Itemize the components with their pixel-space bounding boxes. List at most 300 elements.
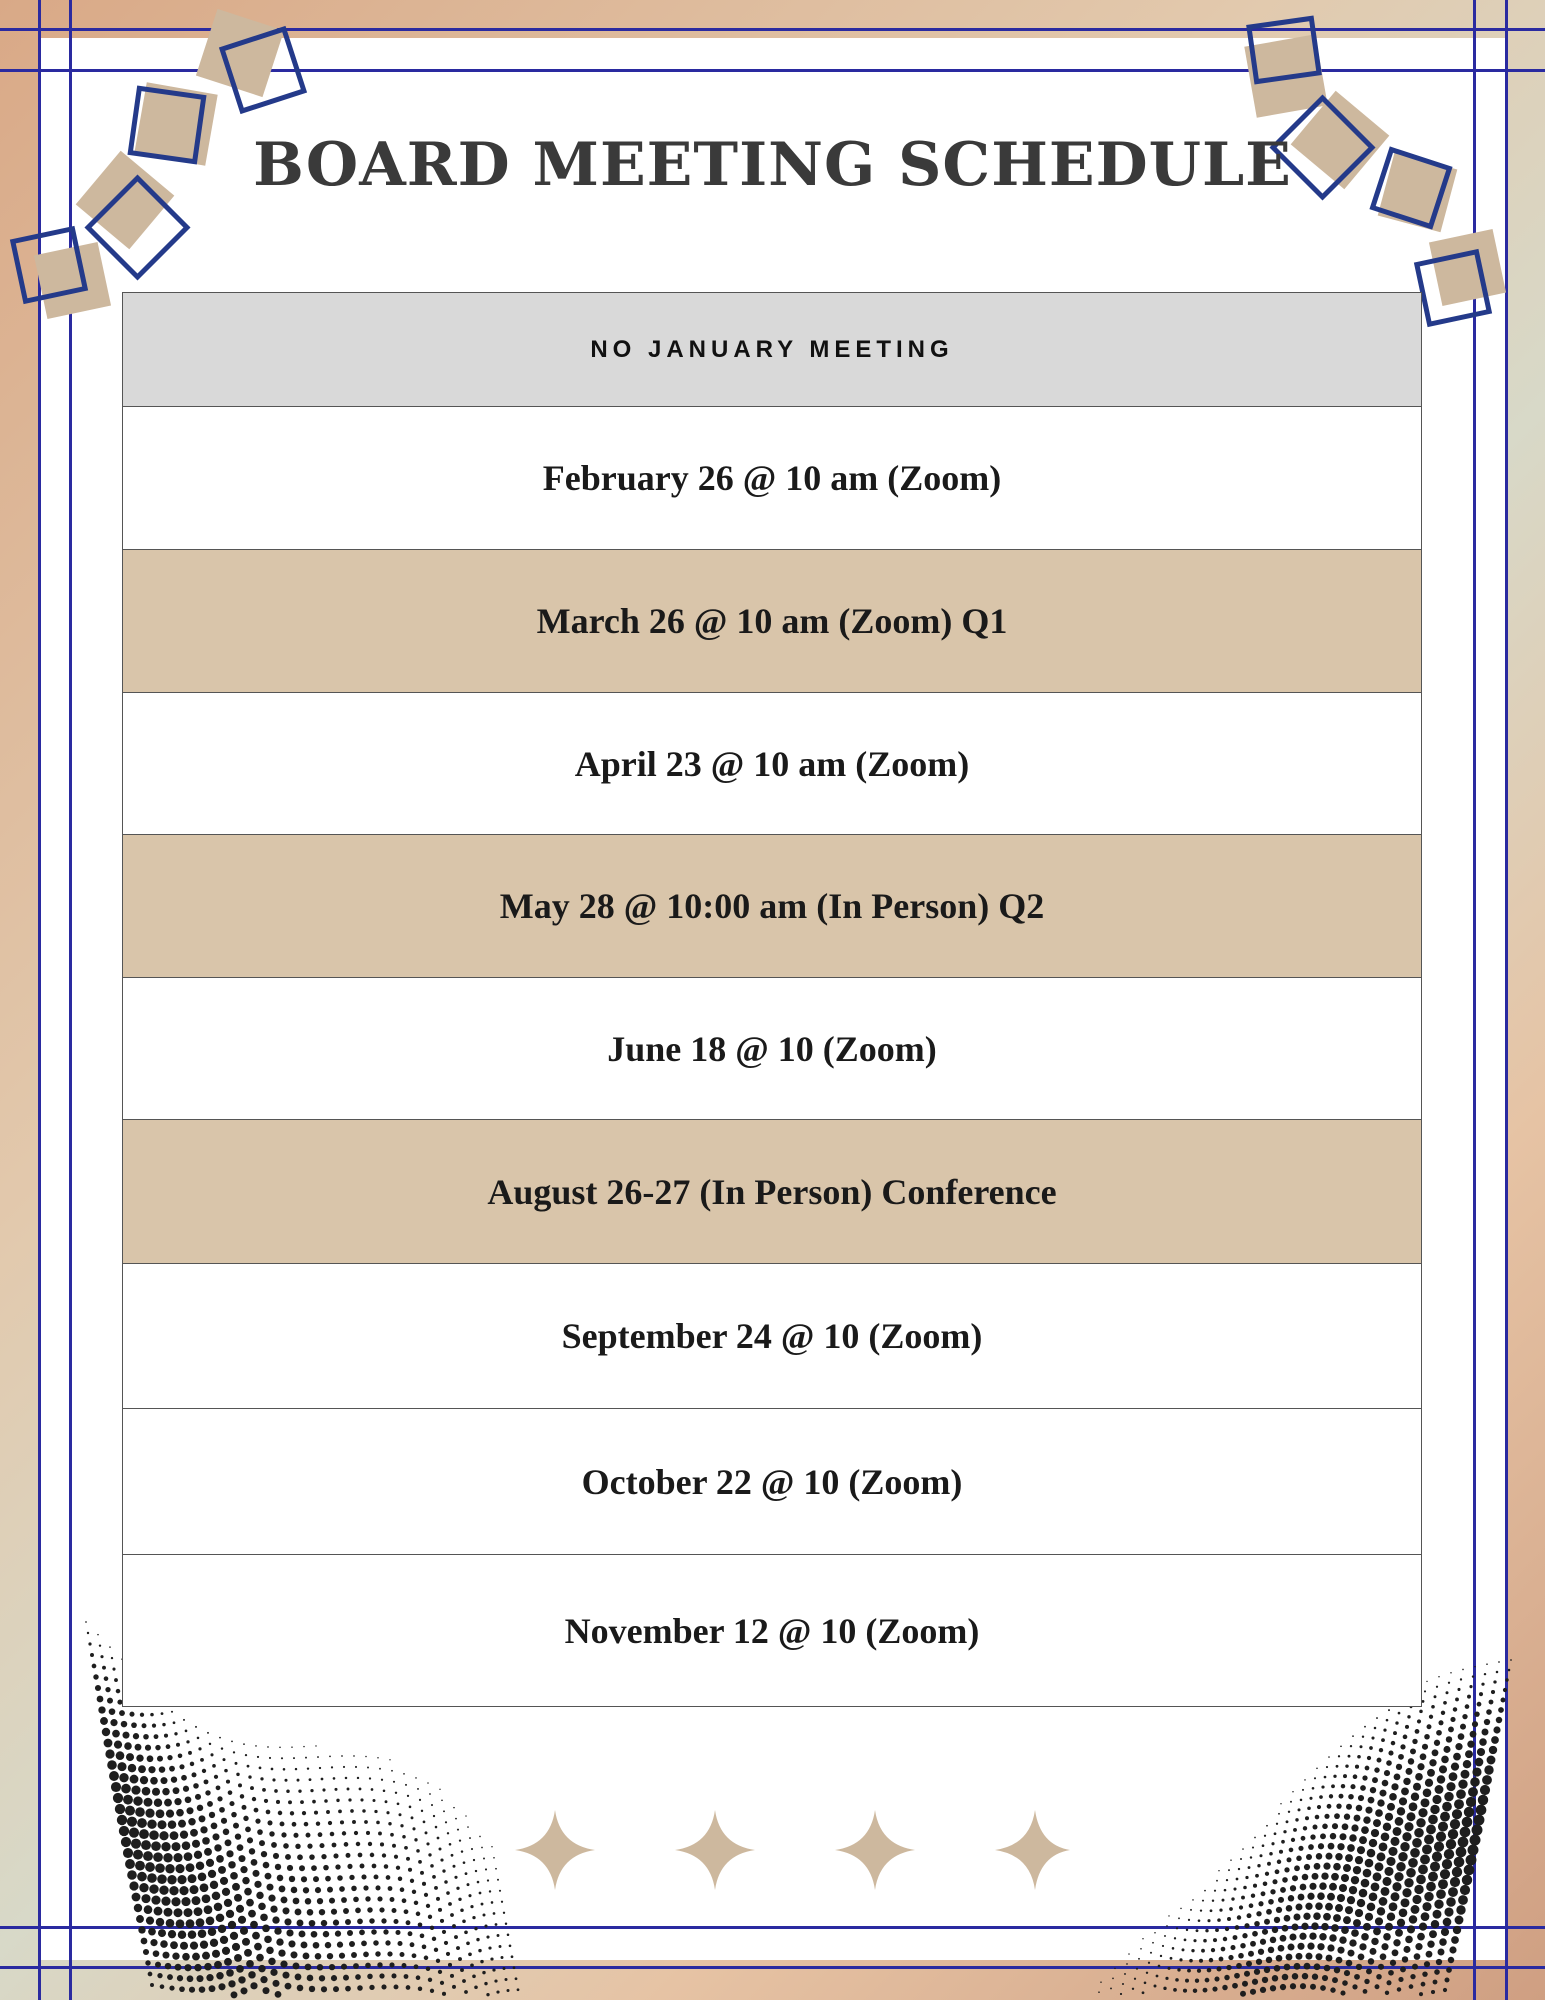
halftone-dot [1375,1917,1383,1925]
halftone-dot [1456,1905,1465,1914]
halftone-dot [1248,1866,1251,1869]
halftone-dot [290,1811,294,1815]
halftone-dot [1250,1989,1256,1995]
halftone-dot [1390,1837,1399,1846]
halftone-dot [1417,1719,1421,1723]
table-row [123,1263,1421,1408]
halftone-dot [274,1789,278,1793]
halftone-dot [420,1933,425,1938]
halftone-dot [161,1897,170,1906]
halftone-dot [1443,1701,1447,1705]
halftone-dot [1467,1695,1471,1699]
halftone-dot [1154,1932,1156,1934]
halftone-dot [119,1773,128,1782]
halftone-dot [1322,1975,1328,1981]
halftone-dot [416,1975,421,1980]
halftone-dot [1291,1924,1298,1931]
halftone-dot [1450,1877,1460,1887]
halftone-dot [1232,1983,1238,1989]
halftone-dot [1410,1748,1416,1754]
halftone-dot [313,1942,320,1949]
halftone-dot [1386,1980,1391,1985]
halftone-dot [90,1653,94,1657]
halftone-dot [202,1769,206,1773]
halftone-dot [236,1905,244,1913]
halftone-dot [236,1773,239,1776]
halftone-dot [1443,1746,1450,1753]
halftone-dot [300,1800,304,1804]
halftone-dot [1324,1965,1331,1972]
halftone-dot [1396,1764,1402,1770]
sparkle-stars-row [510,1805,1070,1895]
halftone-dot [219,1737,221,1739]
halftone-dot [272,1778,275,1781]
halftone-dot [456,1946,460,1950]
halftone-dot [92,1664,97,1669]
halftone-dot [1434,1842,1444,1852]
halftone-dot [288,1800,292,1804]
halftone-dot [1384,1867,1393,1876]
halftone-dot [1296,1856,1302,1862]
halftone-dot [1453,1707,1458,1712]
halftone-dot [199,1815,206,1822]
halftone-dot [189,1885,198,1894]
halftone-dot [1148,1962,1150,1964]
halftone-dot [1468,1845,1479,1856]
halftone-dot [110,1719,117,1726]
halftone-dot [353,1755,355,1757]
halftone-dot [214,1775,218,1779]
halftone-dot [1468,1787,1478,1797]
halftone-dot [398,1813,401,1816]
halftone-dot [423,1821,426,1824]
halftone-dot [1486,1709,1492,1715]
halftone-dot [470,1905,473,1908]
halftone-dot [1288,1944,1295,1951]
halftone-dot [1356,1805,1363,1812]
halftone-dot [226,1969,234,1977]
halftone-dot [155,1745,160,1750]
halftone-dot [144,1798,153,1807]
halftone-dot [186,1740,189,1743]
halftone-dot [145,1745,151,1751]
halftone-dot [448,1963,452,1967]
halftone-dot [1302,1874,1309,1881]
halftone-dot [154,1734,159,1739]
halftone-dot [152,1788,160,1796]
halftone-dot [1399,1797,1407,1805]
halftone-dot [1373,1819,1381,1827]
halftone-dot [363,1885,368,1890]
halftone-dot [1398,1754,1404,1760]
halftone-dot [169,1766,175,1772]
halftone-dot [1409,1984,1414,1989]
halftone-dot [1379,1842,1388,1851]
halftone-dot [307,1975,314,1982]
halftone-dot [1474,1815,1485,1826]
halftone-dot [1414,1885,1423,1894]
halftone-dot [1271,1842,1274,1845]
halftone-dot [1128,1953,1130,1955]
halftone-dot [1378,1964,1384,1970]
halftone-dot [267,1746,269,1748]
halftone-dot [1189,1959,1193,1963]
halftone-dot [1290,1801,1292,1803]
halftone-dot [1409,1915,1417,1923]
halftone-dot [1100,1981,1102,1983]
halftone-dot [187,1975,194,1982]
halftone-dot [415,1777,417,1779]
halftone-dot [131,1722,137,1728]
halftone-dot [425,1831,428,1834]
halftone-dot [155,1962,161,1968]
halftone-dot [1185,1979,1189,1983]
halftone-dot [170,1831,179,1840]
halftone-dot [474,1985,478,1989]
halftone-dot [167,1875,176,1884]
halftone-dot [198,1872,207,1881]
halftone-dot [447,1832,449,1834]
halftone-dot [454,1876,457,1879]
halftone-dot [1268,1899,1274,1905]
halftone-dot [333,1920,339,1926]
halftone-dot [114,1678,118,1682]
halftone-dot [1277,1860,1281,1864]
halftone-dot [250,1786,254,1790]
halftone-dot [1351,1824,1358,1831]
halftone-dot [1326,1955,1333,1962]
halftone-dot [1321,1872,1328,1879]
halftone-dot [1355,1765,1359,1769]
halftone-dot [1454,1857,1465,1868]
halftone-dot [1321,1785,1324,1788]
halftone-dot [456,1887,459,1890]
halftone-dot [375,1951,380,1956]
halftone-dot [1476,1805,1487,1816]
halftone-dot [168,1930,176,1938]
halftone-dot [1400,1967,1406,1973]
halftone-dot [1375,1984,1380,1989]
halftone-dot [1385,1923,1393,1931]
halftone-dot [261,1851,267,1857]
halftone-dot [285,1854,291,1860]
halftone-dot [1364,1979,1369,1984]
halftone-dot [1201,1949,1205,1953]
halftone-dot [360,1863,365,1868]
halftone-dot [297,1985,304,1992]
halftone-dot [329,1755,331,1757]
halftone-dot [1352,1984,1357,1989]
halftone-dot [1474,1666,1476,1668]
halftone-dot [1278,1945,1285,1952]
halftone-dot [164,1908,173,1917]
halftone-dot [1098,1991,1100,1993]
halftone-dot [1235,1925,1240,1930]
halftone-dot [1318,1843,1324,1849]
halftone-dot [333,1777,336,1780]
halftone-dot [1456,1789,1466,1799]
halftone-dot [1412,1739,1417,1744]
halftone-dot [281,1832,286,1837]
halftone-dot [150,1939,157,1946]
halftone-dot [333,1986,339,1992]
halftone-dot [490,1957,493,1960]
halftone-dot [138,1765,146,1773]
halftone-dot [254,1943,262,1951]
halftone-dot [355,1908,361,1914]
halftone-dot [148,1972,153,1977]
halftone-dot [125,1806,135,1816]
halftone-dot [224,1899,232,1907]
halftone-dot [1306,1854,1312,1860]
halftone-dot [1391,1783,1398,1790]
halftone-dot [1421,1798,1430,1807]
halftone-dot [383,1929,388,1934]
halftone-dot [1419,1992,1423,1996]
halftone-dot [1380,1953,1387,1960]
halftone-dot [1438,1879,1448,1889]
halftone-dot [404,1846,408,1850]
halftone-dot [1313,1912,1321,1920]
halftone-dot [1454,1799,1464,1809]
halftone-dot [102,1666,106,1670]
halftone-dot [339,1886,345,1892]
halftone-dot [121,1837,131,1847]
halftone-dot [144,1905,153,1914]
halftone-dot [284,1779,287,1782]
halftone-dot [151,1841,161,1851]
halftone-dot [1424,1892,1433,1901]
halftone-dot [172,1952,179,1959]
halftone-dot [501,1956,504,1959]
halftone-dot [1411,1793,1419,1801]
halftone-dot [389,1962,394,1967]
halftone-dot [417,1788,419,1790]
halftone-dot [141,1938,148,1945]
halftone-dot [1508,1669,1511,1672]
meeting-date: February 26 @ 10 am (Zoom) [542,458,1002,498]
halftone-dot [1225,1927,1229,1931]
halftone-dot [176,1809,184,1817]
halftone-dot [1323,1863,1330,1870]
halftone-dot [336,1799,339,1802]
halftone-dot [1160,1955,1162,1957]
halftone-dot [317,1756,319,1758]
halftone-dot [1322,1824,1328,1830]
halftone-dot [155,1863,165,1873]
halftone-dot [1434,1695,1437,1698]
halftone-dot [503,1912,505,1914]
halftone-dot [331,1975,337,1981]
halftone-dot [1407,1925,1415,1933]
halftone-dot [225,1839,232,1846]
halftone-dot [1212,1899,1214,1901]
halftone-dot [1324,1776,1327,1779]
halftone-dot [1314,1963,1321,1970]
halftone-dot [465,1815,466,1816]
halftone-dot [258,1965,265,1972]
halftone-dot [1345,1764,1348,1767]
halftone-dot [1363,1923,1371,1931]
halftone-dot [1217,1967,1222,1972]
halftone-dot [1163,1987,1166,1990]
halftone-dot [125,1859,135,1869]
halftone-dot [488,1946,491,1949]
halftone-dot [341,1897,347,1903]
halftone-dot [1385,1813,1393,1821]
halftone-dot [1449,1772,1458,1781]
halftone-dot [1331,1873,1339,1881]
halftone-dot [212,1833,219,1840]
halftone-dot [389,1759,390,1760]
halftone-dot [1303,1913,1310,1920]
halftone-dot [418,1986,422,1990]
halftone-dot [1467,1740,1474,1747]
halftone-dot [1375,1862,1384,1871]
halftone-dot [194,1964,201,1971]
halftone-dot [1296,1953,1303,1960]
halftone-dot [250,1982,257,1989]
halftone-dot [231,1991,238,1998]
halftone-dot [375,1885,380,1890]
halftone-dot [279,1886,286,1893]
halftone-dot [430,1989,434,1993]
halftone-dot [1446,1691,1449,1694]
halftone-dot [228,1921,236,1929]
halftone-dot [1359,1943,1366,1950]
halftone-dot [141,1894,150,1903]
halftone-dot [445,1821,447,1823]
halftone-dot [484,1925,487,1928]
halftone-dot [256,1954,264,1962]
halftone-dot [182,1953,190,1961]
halftone-dot [158,1929,166,1937]
halftone-dot [1237,1915,1241,1919]
halftone-dot [1114,1968,1116,1970]
halftone-dot [1437,1775,1445,1783]
halftone-dot [197,1805,204,1812]
halftone-dot [283,1768,286,1771]
halftone-dot [376,1821,380,1825]
halftone-dot [234,1954,242,1962]
halftone-dot [1244,1971,1250,1977]
halftone-dot [1403,1735,1408,1740]
halftone-dot [1302,1789,1304,1791]
halftone-dot [1370,1787,1376,1793]
halftone-dot [1192,1899,1194,1901]
halftone-dot [214,1903,223,1912]
halftone-dot [1290,1983,1296,1989]
halftone-dot [137,1818,147,1828]
halftone-dot [105,1687,110,1692]
halftone-dot [129,1881,138,1890]
halftone-dot [1320,1985,1326,1991]
halftone-dot [243,1816,248,1821]
halftone-dot [381,1984,386,1989]
halftone-dot [130,1775,139,1784]
halftone-dot [326,1810,330,1814]
halftone-dot [291,1746,293,1748]
halftone-dot [1178,1917,1180,1919]
halftone-dot [210,1939,218,1947]
halftone-dot [1241,1896,1245,1900]
halftone-dot [216,1855,224,1863]
halftone-dot [205,1790,210,1795]
halftone-dot [1353,1866,1361,1874]
halftone-dot [1372,1777,1378,1783]
halftone-dot [1272,1975,1278,1981]
halftone-dot [272,1916,279,1923]
halftone-dot [1333,1914,1341,1922]
halftone-dot [347,1864,352,1869]
halftone-dot [1179,1958,1182,1961]
halftone-dot [1371,1736,1374,1739]
halftone-dot [189,1987,195,1993]
halftone-dot [1204,1890,1206,1892]
halftone-dot [1217,1918,1221,1922]
halftone-dot [1381,1833,1390,1842]
halftone-dot [334,1788,337,1791]
halftone-dot [1367,1903,1375,1911]
halftone-dot [321,1778,324,1781]
halftone-dot [1347,1844,1355,1852]
halftone-dot [1434,1900,1443,1909]
halftone-dot [166,1919,175,1928]
halftone-dot [325,1942,331,1948]
halftone-dot [1357,1755,1361,1759]
halftone-dot [200,1883,209,1892]
halftone-dot [114,1741,122,1749]
halftone-dot [1267,1862,1271,1866]
halftone-dot [1441,1928,1449,1936]
halftone-dot [1333,1775,1336,1778]
halftone-dot [416,1849,420,1853]
halftone-dot [1332,1977,1338,1983]
halftone-dot [1482,1729,1489,1736]
halftone-dot [1429,1759,1436,1766]
halftone-dot [1388,1709,1390,1711]
halftone-dot [1501,1698,1506,1703]
halftone-dot [484,1982,487,1985]
halftone-dot [111,1657,113,1659]
halftone-dot [372,1864,377,1869]
halftone-dot [1173,1988,1177,1992]
halftone-dot [1446,1736,1452,1742]
halftone-dot [1355,1909,1363,1917]
halftone-dot [1368,1958,1374,1964]
halftone-dot [234,1894,242,1902]
halftone-dot [1350,1784,1355,1789]
halftone-dot [1295,1818,1298,1821]
halftone-dot [212,1764,216,1768]
halftone-dot [278,1949,285,1956]
halftone-dot [100,1655,103,1658]
halftone-dot [1274,1965,1281,1972]
halftone-dot [131,1839,141,1849]
halftone-dot [289,1876,295,1882]
halftone-dot [491,1901,494,1904]
halftone-dot [175,1964,182,1971]
halftone-dot [1412,1895,1421,1904]
halftone-dot [1472,1721,1478,1727]
halftone-dot [446,1952,450,1956]
halftone-dot [243,1743,245,1745]
halftone-dot [1344,1970,1350,1976]
halftone-dot [1239,1905,1243,1909]
halftone-dot [139,1883,148,1892]
halftone-dot [179,1886,188,1895]
halftone-dot [1193,1988,1197,1992]
